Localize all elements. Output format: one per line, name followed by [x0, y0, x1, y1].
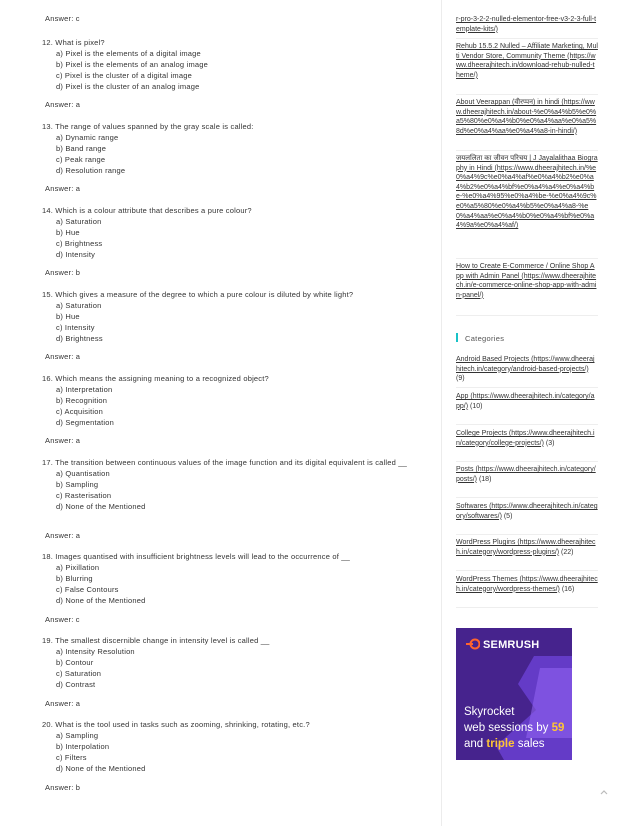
option-item: b) Interpolation [56, 742, 110, 751]
option-item: c) Filters [56, 753, 87, 762]
option-list [56, 48, 412, 92]
option-item: b) Recognition [56, 396, 108, 405]
heading-accent-bar [456, 333, 458, 342]
category-count: (22) [559, 548, 574, 556]
option-item: a) Saturation [56, 217, 102, 226]
option-item: d) Contrast [56, 680, 96, 689]
recent-post-link[interactable]: Rehub 15.5.2 Nulled – Affiliate Marketing, Multi Vendor Store, Community Theme (https://www.dheerajhitech.in/download-rehub-nulled-theme/) [456, 43, 598, 79]
option-item: a) Pixel is the elements of a digital image [56, 49, 201, 58]
option-list [56, 562, 412, 606]
category-link[interactable]: College Projects (https://www.dheerajhitech.in/category/college-projects/) [456, 430, 595, 447]
ad-line-3-post: sales [514, 738, 545, 750]
question-text: 19. The smallest discernible change in intensity level is called __ [42, 636, 270, 645]
option-list [56, 300, 412, 344]
answer-line: Answer: a [45, 184, 81, 193]
question-block [42, 457, 412, 512]
category-item [456, 502, 598, 521]
answer-line: Answer: a [45, 531, 81, 540]
recent-post-link[interactable]: About Veerappan (वीरप्पन) in hindi (https://www.dheerajhitech.in/about-%e0%a4%b5%e0%a5%80%e0%a4%b0%e0%a4%aa%e0%a5%8d%e0%a4%aa%e0%a4%a8-in-hindi/) [456, 99, 597, 135]
answer-line: Answer: b [45, 783, 81, 792]
category-link[interactable]: WordPress Plugins (https://www.dheerajhitech.in/category/wordpress-plugins/) [456, 539, 596, 556]
option-item: c) Brightness [56, 239, 103, 248]
option-item: a) Intensity Resolution [56, 647, 135, 656]
option-item: b) Band range [56, 144, 107, 153]
category-count: (3) [543, 439, 555, 447]
option-item: d) None of the Mentioned [56, 596, 146, 605]
option-item: c) False Contours [56, 585, 119, 594]
category-count: (18) [477, 475, 492, 483]
question-text: 14. Which is a colour attribute that describes a pure colour? [42, 206, 252, 215]
link-separator [456, 258, 598, 259]
option-item: c) Acquisition [56, 407, 103, 416]
column-divider [441, 0, 442, 826]
option-item: d) None of the Mentioned [56, 764, 146, 773]
category-count: (10) [468, 402, 483, 410]
ad-line-2 [464, 720, 564, 736]
ad-line-3 [464, 736, 564, 752]
option-item: c) Pixel is the cluster of a digital image [56, 71, 192, 80]
question-text: 12. What is pixel? [42, 38, 105, 47]
option-item: d) None of the Mentioned [56, 502, 146, 511]
question-text: 20. What is the tool used in tasks such as zooming, shrinking, rotating, etc.? [42, 720, 310, 729]
option-item: c) Peak range [56, 155, 106, 164]
categories-heading [456, 333, 504, 343]
ad-brand: SEMRUSH [483, 639, 540, 651]
link-separator [456, 94, 598, 95]
categories-title: Categories [465, 334, 505, 343]
category-separator [456, 570, 598, 571]
question-text: 15. Which gives a measure of the degree to which a pure colour is diluted by white light? [42, 290, 354, 299]
option-item: b) Contour [56, 658, 94, 667]
category-link[interactable]: Softwares (https://www.dheerajhitech.in/category/softwares/) [456, 503, 598, 520]
option-item: c) Rasterisation [56, 491, 112, 500]
option-list [56, 468, 412, 512]
option-item: a) Interpretation [56, 385, 113, 394]
link-separator [456, 150, 598, 151]
question-block [42, 289, 412, 344]
option-item: d) Segmentation [56, 418, 115, 427]
question-block [42, 635, 412, 690]
question-block [42, 121, 412, 176]
category-separator [456, 424, 598, 425]
option-item: a) Pixillation [56, 563, 100, 572]
option-item: c) Saturation [56, 669, 102, 678]
link-separator [456, 315, 598, 316]
ad-line-1: Skyrocket [464, 706, 515, 718]
option-item: b) Blurring [56, 574, 93, 583]
option-list [56, 132, 412, 176]
category-link[interactable]: App (https://www.dheerajhitech.in/category/app/) [456, 393, 595, 410]
answer-line: Answer: a [45, 352, 81, 361]
question-block [42, 551, 412, 606]
question-block [42, 37, 412, 92]
answer-line: Answer: a [45, 699, 81, 708]
semrush-flame-icon [466, 638, 480, 650]
link-separator [456, 38, 598, 39]
question-text: 16. Which means the assigning meaning to a recognized object? [42, 374, 269, 383]
category-link[interactable]: Posts (https://www.dheerajhitech.in/category/posts/) [456, 466, 596, 483]
option-item: b) Pixel is the elements of an analog image [56, 60, 209, 69]
option-item: d) Intensity [56, 250, 96, 259]
category-item [456, 429, 598, 448]
option-item: d) Resolution range [56, 166, 126, 175]
recent-post-link[interactable]: How to Create E-Commerce / Online Shop App with Admin Panel (https://www.dheerajhitech.in/e-commerce-online-shop-app-with-admin-panel/) [456, 263, 597, 299]
category-separator [456, 534, 598, 535]
question-block [42, 205, 412, 260]
option-item: a) Saturation [56, 301, 102, 310]
question-text: 13. The range of values spanned by the gray scale is called: [42, 122, 254, 131]
category-count: (16) [559, 585, 575, 593]
answer-line: Answer: c [45, 615, 80, 624]
option-item: b) Hue [56, 312, 80, 321]
category-count: (9) [456, 375, 465, 383]
category-link[interactable]: WordPress Themes (https://www.dheerajhitech.in/category/wordpress-themes/) [456, 576, 598, 593]
option-item: c) Intensity [56, 323, 95, 332]
chevron-up-icon[interactable] [600, 788, 608, 796]
option-item: a) Dynamic range [56, 133, 119, 142]
category-item [456, 355, 598, 384]
question-block [42, 719, 412, 774]
ad-highlight-number: 59 [551, 722, 565, 734]
option-list [56, 646, 412, 690]
ad-tagline [464, 704, 564, 752]
recent-post-link[interactable]: जयललिता का जीवन परिचय | J Jayalalithaa Biography in Hindi (https://www.dheerajhitech.in/%e0%a4%9c%e0%a4%af%e0%a4%b2%e0%a4%b2%e0%a4%bf%e0%a4%a4%e0%a4%be-%e0%a4%95%e0%a4%be-%e0%a4%9c%e0%a5%80%e0%a4%b5%e0%a4%a8-%e0%a4%aa%e0%a4%b0%e0%a4%bf%e0%a4%9a%e0%a4%af/) [456, 155, 598, 230]
option-item: d) Pixel is the cluster of an analog image [56, 82, 200, 91]
recent-post-link[interactable]: r-pro-3-2-2-nulled-elementor-free-v3-2-3-full-template-kits/) [456, 16, 597, 33]
option-item: a) Sampling [56, 731, 99, 740]
question-block [42, 373, 412, 428]
answer-line: Answer: c [45, 14, 80, 23]
option-item: a) Quantisation [56, 469, 110, 478]
option-list [56, 730, 412, 774]
option-item: b) Sampling [56, 480, 99, 489]
answer-line: Answer: a [45, 436, 81, 445]
option-item: d) Brightness [56, 334, 103, 343]
ad-highlight-word: triple [486, 738, 515, 750]
category-count: (5) [501, 512, 513, 520]
category-separator [456, 497, 598, 498]
semrush-logo [466, 638, 539, 651]
category-item [456, 392, 598, 411]
option-item: b) Hue [56, 228, 80, 237]
category-link[interactable]: Android Based Projects (https://www.dheerajhitech.in/category/android-based-projects/) [456, 356, 595, 373]
ad-line-2-text: web sessions by [464, 722, 552, 734]
category-separator [456, 461, 598, 462]
answer-line: Answer: b [45, 268, 81, 277]
ad-line-3-pre: and [464, 738, 487, 750]
category-separator [456, 607, 598, 608]
option-list [56, 384, 412, 428]
category-item [456, 575, 598, 594]
question-text: 17. The transition between continuous values of the image function and its digital equivalent is called __ [42, 458, 408, 467]
semrush-ad-banner[interactable] [456, 628, 572, 760]
category-separator [456, 387, 598, 388]
option-list [56, 216, 412, 260]
answer-line: Answer: a [45, 100, 81, 109]
category-item [456, 465, 598, 484]
category-item [456, 538, 598, 557]
question-text: 18. Images quantised with insufficient brightness levels will lead to the occurrence of __ [42, 552, 351, 561]
